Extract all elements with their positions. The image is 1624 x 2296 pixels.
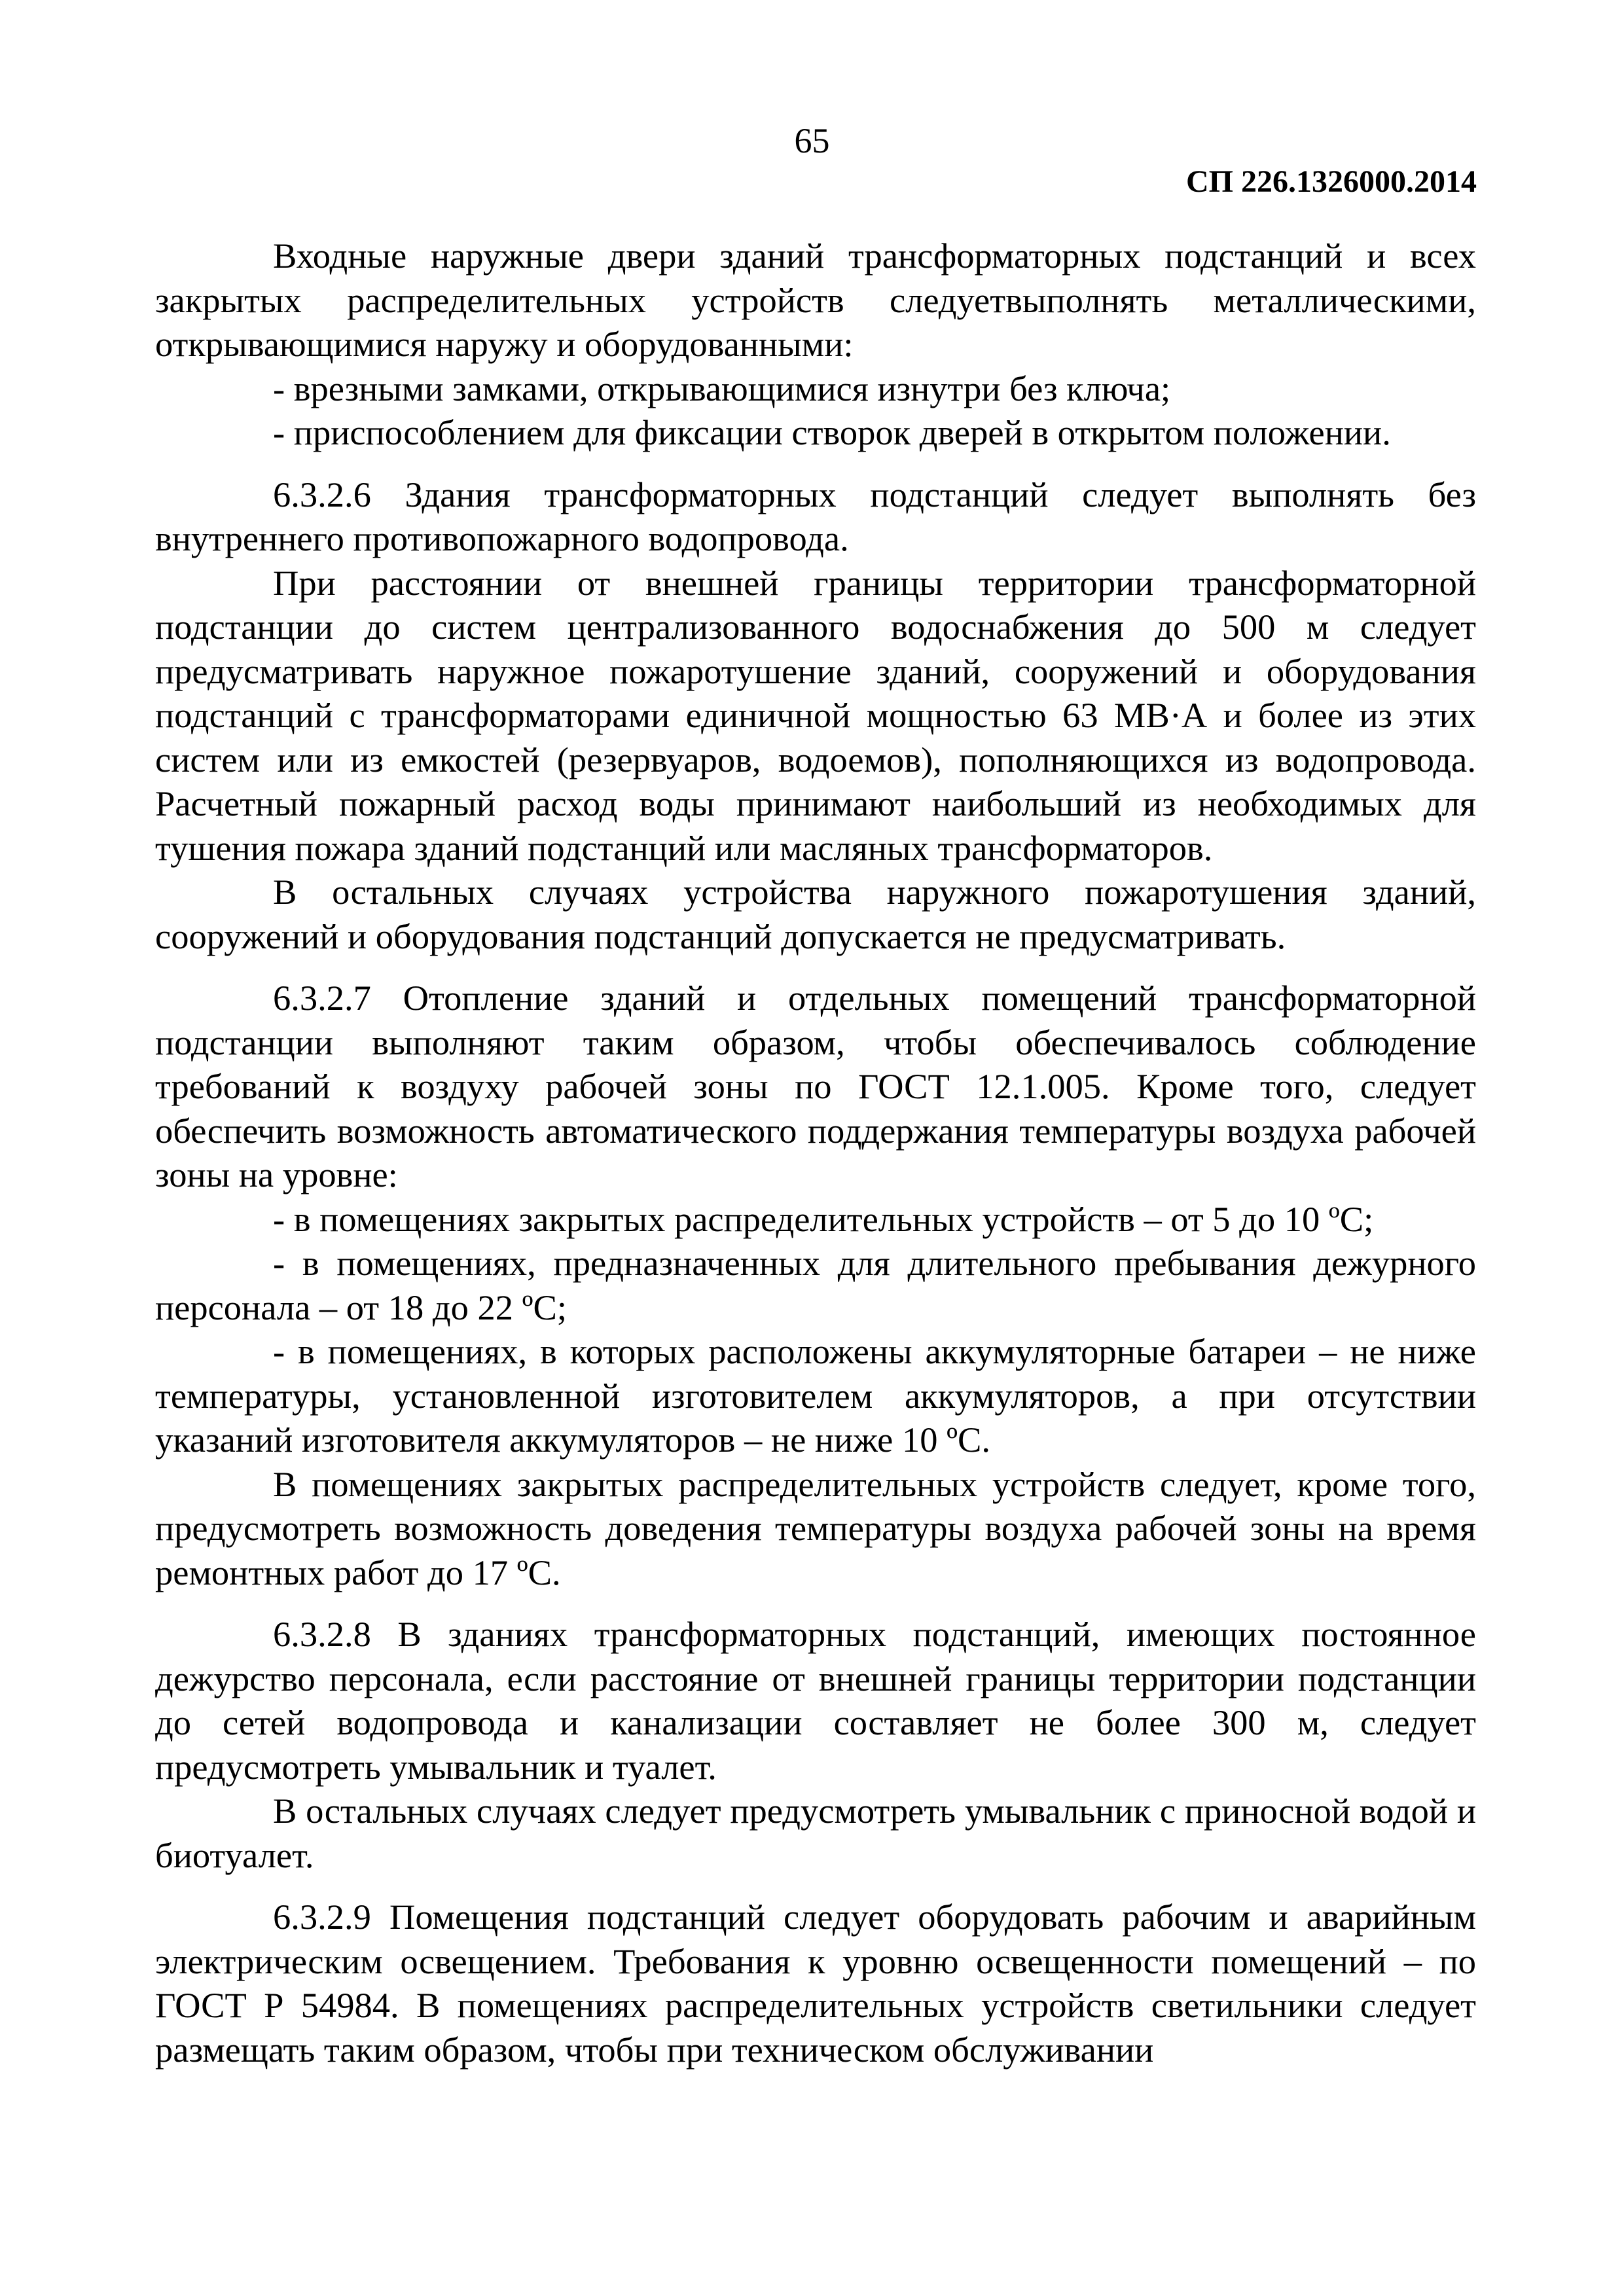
paragraph: - в помещениях, в которых расположены аккумуляторные батареи – не ниже температуры, установленной изготовителем аккумуляторов, а при отсутствии указаний изготовителя аккумуляторов – не ниже 10 ºС. [155, 1331, 1476, 1460]
page-number: 65 [794, 121, 830, 160]
document-code: СП 226.1326000.2014 [1186, 164, 1477, 199]
paragraph: - в помещениях, предназначенных для длительного пребывания дежурного персонала – от 18 до 22 ºС; [155, 1243, 1476, 1327]
paragraph: В остальных случаях устройства наружного пожаротушения зданий, сооружений и оборудования подстанций допускается не предусматривать. [155, 872, 1476, 956]
document-body [155, 234, 1476, 2072]
paragraph: - врезными замками, открывающимися изнутри без ключа; [273, 368, 1171, 408]
paragraph-section-6-3-2-6: 6.3.2.6 Здания трансформаторных подстанций следует выполнять без внутреннего противопожарного водопровода. [155, 474, 1476, 558]
paragraph: При расстоянии от внешней границы территории трансформаторной подстанции до систем централизованного водоснабжения до 500 м следует предусматривать наружное пожаротушение зданий, сооружений и оборудования подстанций с трансформаторами единичной мощностью 63 МВ·А и более из этих систем или из емкостей (резервуаров, водоемов), пополняющихся из водопровода. Расчетный пожарный расход воды принимают наибольший из необходимых для тушения пожара зданий подстанций или масляных трансформаторов. [155, 562, 1476, 868]
paragraph: В помещениях закрытых распределительных устройств следует, кроме того, предусмотреть возможность доведения температуры воздуха рабочей зоны на время ремонтных работ до 17 ºС. [155, 1463, 1476, 1592]
paragraph-section-6-3-2-7: 6.3.2.7 Отопление зданий и отдельных помещений трансформаторной подстанции выполняют таким образом, чтобы обеспечивалось соблюдение требований к воздуху рабочей зоны по ГОСТ 12.1.005. Кроме того, следует обеспечить возможность автоматического поддержания температуры воздуха рабочей зоны на уровне: [155, 978, 1476, 1194]
paragraph: - приспособлением для фиксации створок дверей в открытом положении. [273, 412, 1391, 452]
paragraph: Входные наружные двери зданий трансформаторных подстанций и всех закрытых распределительных устройств следуетвыполнять металлическими, открывающимися наружу и оборудованными: [155, 236, 1476, 364]
paragraph: - в помещениях закрытых распределительных устройств – от 5 до 10 ºС; [273, 1198, 1374, 1239]
paragraph: В остальных случаях следует предусмотреть умывальник с приносной водой и биотуалет. [155, 1791, 1476, 1875]
paragraph-section-6-3-2-9: 6.3.2.9 Помещения подстанций следует оборудовать рабочим и аварийным электрическим освещением. Требования к уровню освещенности помещений – по ГОСТ Р 54984. В помещениях распределительных устройств светильники следует размещать таким образом, чтобы при техническом обслуживании [155, 1897, 1476, 2070]
paragraph-section-6-3-2-8: 6.3.2.8 В зданиях трансформаторных подстанций, имеющих постоянное дежурство персонала, если расстояние от внешней границы территории подстанции до сетей водопровода и канализации составляет не более 300 м, следует предусмотреть умывальник и туалет. [155, 1614, 1476, 1787]
